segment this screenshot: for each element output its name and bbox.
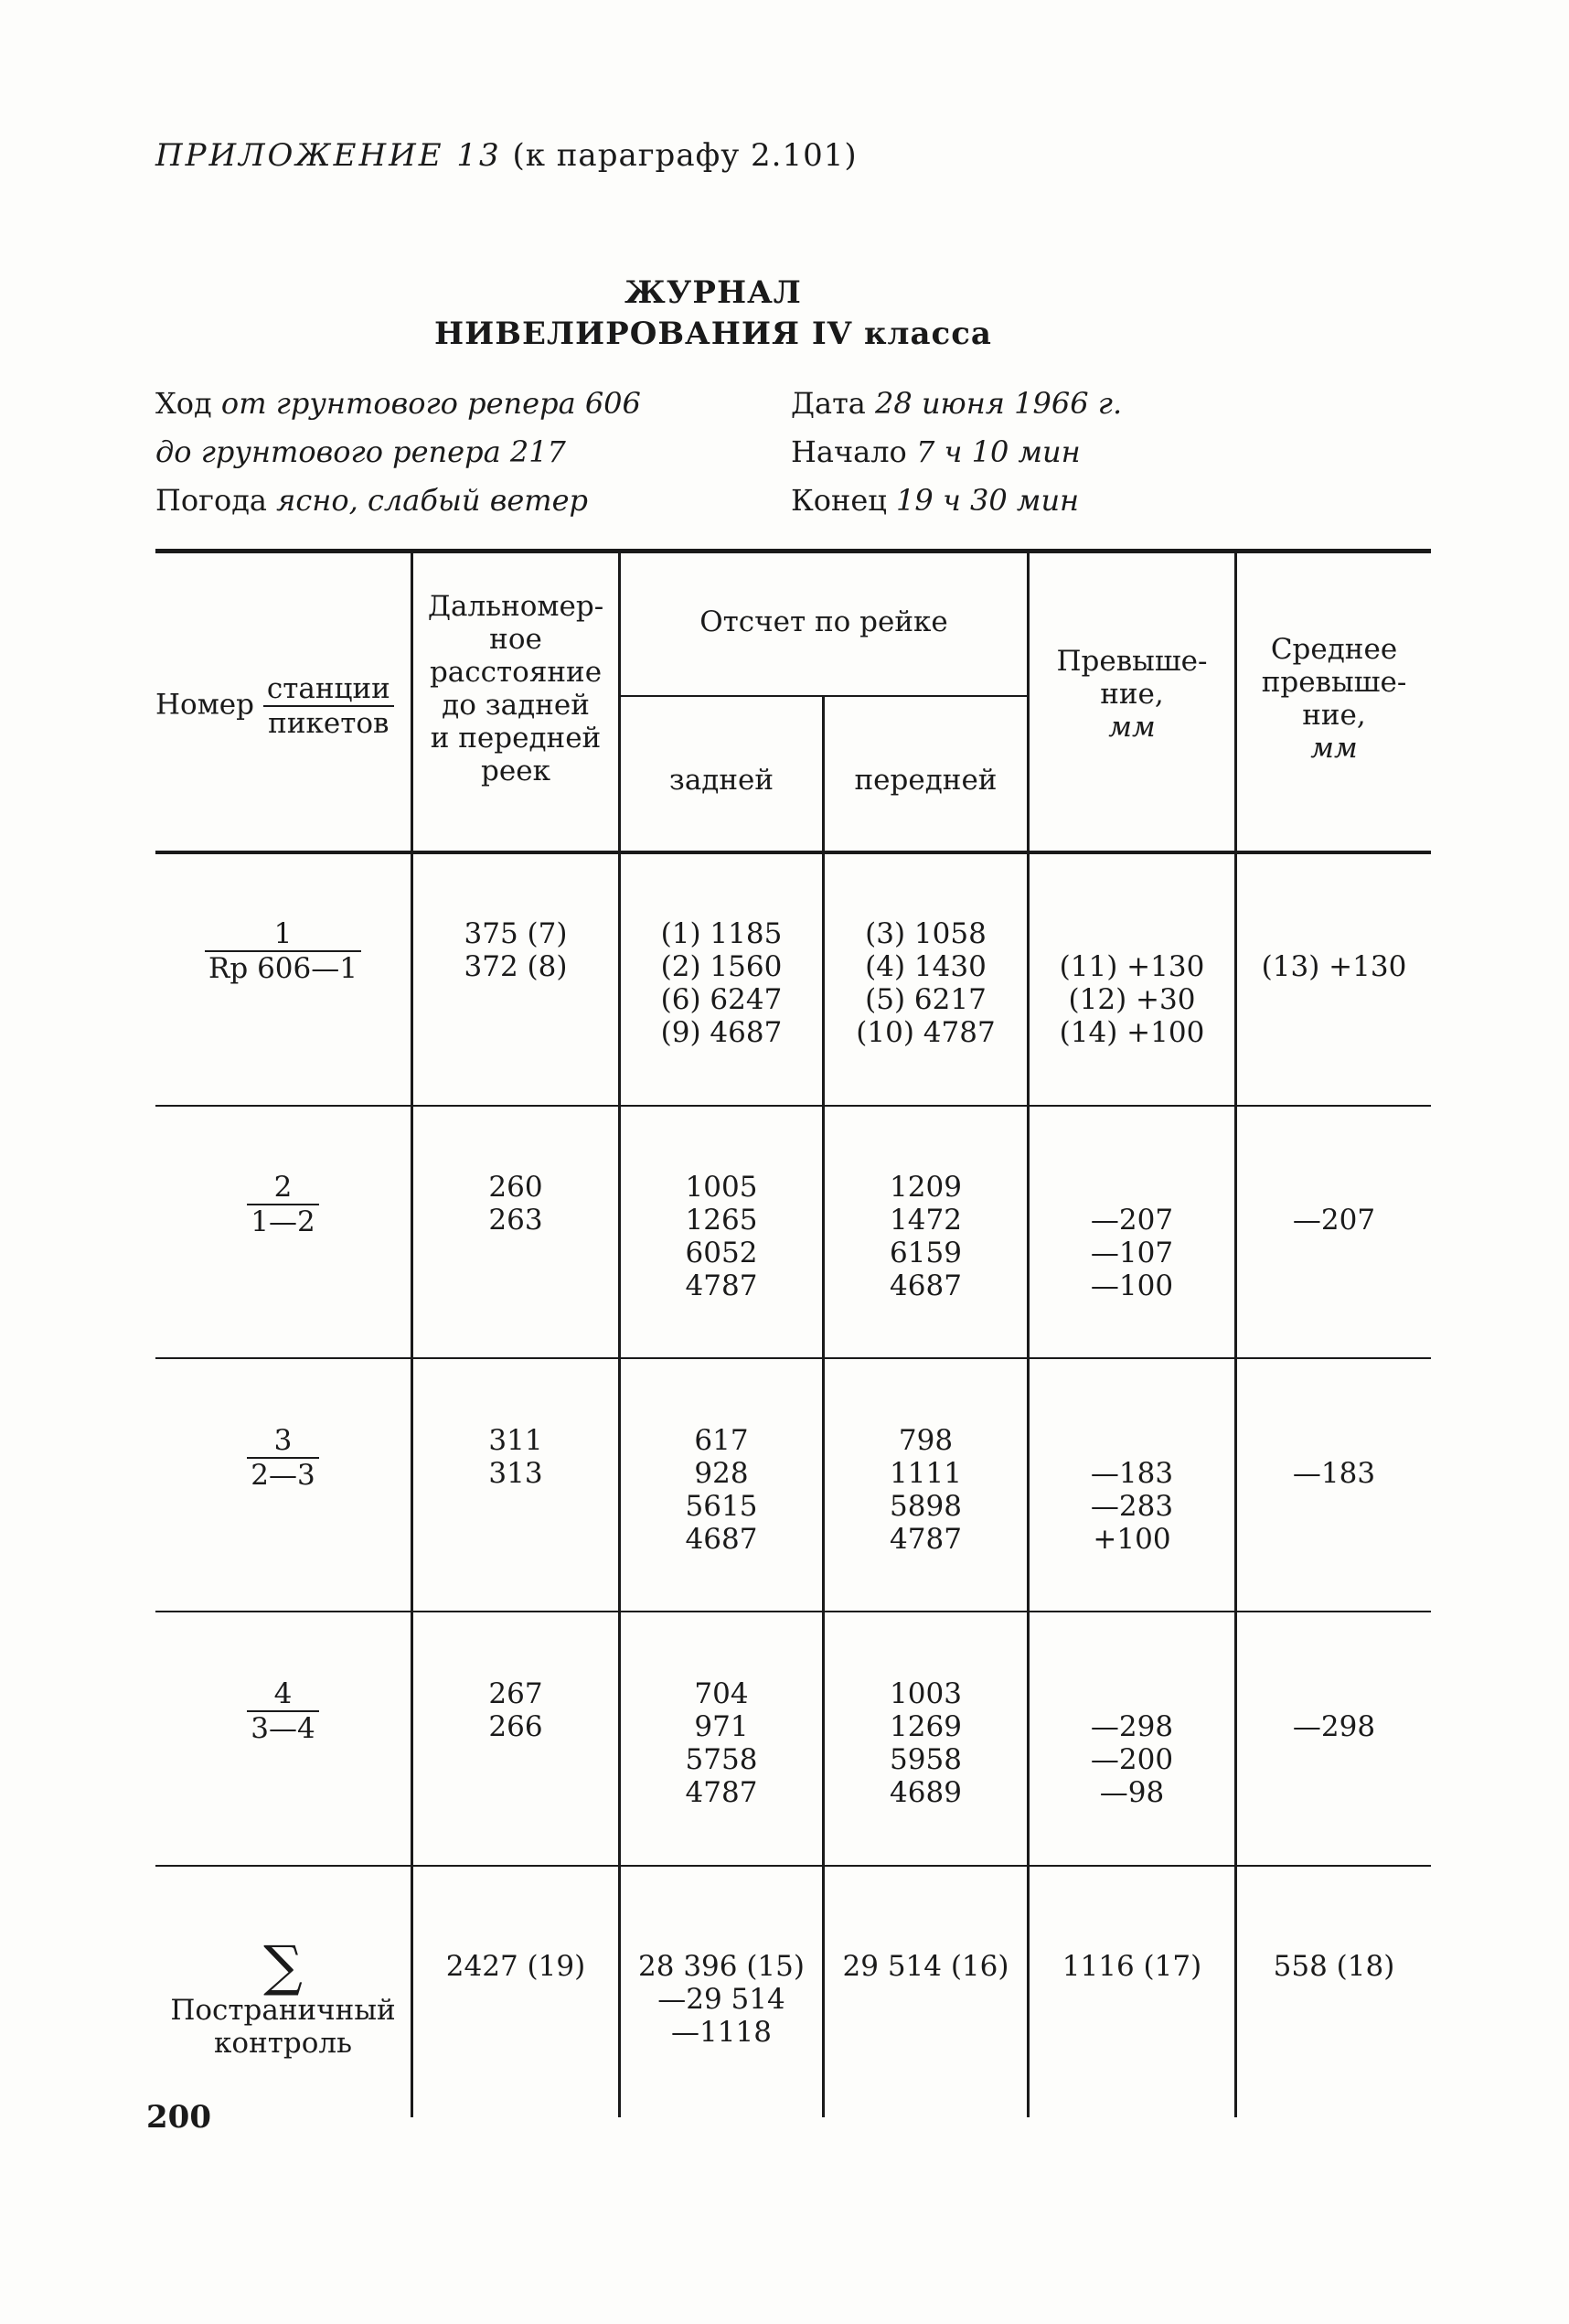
row-3-back-value: 617 [694, 1424, 749, 1457]
row-4-station [155, 1677, 411, 1745]
row-rule-4 [155, 1865, 1431, 1867]
appendix-ref: (к параграфу 2.101) [512, 137, 858, 174]
row-4-station-number: 4 [273, 1677, 293, 1710]
row-1-excess-value: (12) +30 [1068, 983, 1196, 1016]
row-2-back-value: 6052 [685, 1237, 758, 1269]
row-4-front-value: 5958 [890, 1743, 962, 1776]
row-2-front-value: 6159 [890, 1237, 962, 1269]
row-4-distance-value: 266 [488, 1710, 543, 1743]
sigma-icon: ∑ [263, 1934, 303, 1998]
row-rule-1 [155, 1105, 1431, 1107]
header-bottom-rule [155, 851, 1431, 854]
row-4-mean: —298 [1292, 1710, 1376, 1743]
weather [155, 483, 588, 518]
row-2-excess-value: —207 [1090, 1204, 1174, 1237]
header-distance-line: ное [489, 623, 542, 656]
header-excess [1030, 645, 1234, 744]
row-2-mean: —207 [1292, 1204, 1376, 1237]
summary-mean: 558 (18) [1273, 1950, 1395, 1983]
title-line-1: ЖУРНАЛ [624, 274, 802, 311]
row-3-station-fraction [247, 1424, 318, 1492]
row-1-front [825, 917, 1027, 1049]
summary-back [621, 1950, 822, 2049]
header-excess-line: ние, [1100, 678, 1164, 711]
row-2-excess-value: —107 [1090, 1237, 1174, 1269]
row-3-station-number: 3 [273, 1424, 293, 1457]
header-mean-line: превыше- [1261, 666, 1407, 699]
row-1-front-value: (10) 4787 [856, 1016, 996, 1049]
end-time [791, 483, 1079, 518]
route-value: от грунтового репера 606 [220, 386, 641, 421]
weather-label: Погода [155, 483, 267, 518]
row-2-excess [1030, 1204, 1234, 1302]
row-1-back-value: (1) 1185 [660, 917, 783, 950]
row-1-excess-value: (11) +130 [1059, 950, 1205, 983]
row-2-excess-value: —100 [1090, 1269, 1174, 1302]
summary-excess: 1116 (17) [1062, 1950, 1202, 1983]
header-mean-line: ние, [1302, 699, 1366, 732]
summary-label-line: Постраничный [170, 1994, 396, 2027]
summary-back-value: —29 514 [657, 1983, 785, 2016]
row-3-station [155, 1424, 411, 1492]
row-1-back [621, 917, 822, 1049]
header-distance-line: расстояние [429, 656, 603, 689]
appendix-label: ПРИЛОЖЕНИЕ 13 [155, 137, 502, 174]
row-3-excess-value: —183 [1090, 1457, 1174, 1490]
header-distance-line: реек [481, 755, 550, 787]
col-divider-4 [1027, 553, 1030, 2117]
row-4-excess-value: —98 [1099, 1776, 1165, 1809]
date [791, 386, 1122, 421]
row-4-front-value: 4689 [890, 1776, 962, 1809]
row-1-distance-value: 375 (7) [464, 917, 568, 950]
header-pickets: пикетов [263, 705, 394, 740]
row-2-back-value: 1265 [685, 1204, 758, 1237]
row-2-back [621, 1171, 822, 1302]
row-4-distance-value: 267 [488, 1677, 543, 1710]
row-1-back-value: (9) 4687 [660, 1016, 783, 1049]
row-3-back-value: 5615 [685, 1490, 758, 1523]
weather-value: ясно, слабый ветер [276, 483, 589, 518]
row-4-back-value: 5758 [685, 1743, 758, 1776]
row-4-excess-value: —200 [1090, 1743, 1174, 1776]
row-1-excess-value: (14) +100 [1059, 1016, 1205, 1049]
row-rule-2 [155, 1357, 1431, 1359]
end-label: Конец [791, 483, 887, 518]
row-1-front-value: (5) 6217 [865, 983, 987, 1016]
row-2-front [825, 1171, 1027, 1302]
row-1-back-value: (6) 6247 [660, 983, 783, 1016]
row-3-front-value: 5898 [890, 1490, 962, 1523]
row-2-distance [413, 1171, 618, 1237]
header-excess-line: Превыше- [1056, 645, 1208, 678]
row-2-station-number: 2 [273, 1171, 293, 1204]
header-number-label: Номер [155, 688, 255, 722]
row-4-distance [413, 1677, 618, 1743]
row-1-distance [413, 917, 618, 983]
row-4-excess-value: —298 [1090, 1710, 1174, 1743]
start-value: 7 ч 10 мин [915, 434, 1081, 469]
row-3-distance-value: 313 [488, 1457, 543, 1490]
header-back: задней [668, 764, 774, 797]
row-3-front-value: 798 [898, 1424, 954, 1457]
row-4-back [621, 1677, 822, 1809]
row-2-front-value: 1472 [890, 1204, 962, 1237]
row-3-back-value: 4687 [685, 1523, 758, 1556]
row-3-excess-value: +100 [1093, 1523, 1171, 1556]
row-1-pickets: Rp 606—1 [205, 950, 361, 985]
row-4-front-value: 1269 [890, 1710, 962, 1743]
header-distance-line: и передней [430, 722, 602, 755]
row-1-front-value: (3) 1058 [865, 917, 987, 950]
end-value: 19 ч 30 мин [896, 483, 1080, 518]
header-station-fraction [263, 672, 394, 740]
row-3-distance-value: 311 [488, 1424, 543, 1457]
route-label: Ход [155, 386, 212, 421]
row-2-pickets: 1—2 [247, 1204, 318, 1238]
header-number [155, 672, 407, 740]
col-divider-5 [1234, 553, 1237, 2117]
row-1-mean: (13) +130 [1261, 950, 1407, 983]
row-3-pickets: 2—3 [247, 1457, 318, 1492]
row-2-front-value: 4687 [890, 1269, 962, 1302]
summary-back-value: 28 396 (15) [638, 1950, 805, 1983]
row-1-station [155, 917, 411, 985]
row-4-pickets: 3—4 [247, 1710, 318, 1745]
row-1-excess [1030, 950, 1234, 1049]
row-4-station-fraction [247, 1677, 318, 1745]
row-4-back-value: 4787 [685, 1776, 758, 1809]
summary-label [155, 1934, 411, 2060]
header-mean-line: Среднее [1270, 633, 1398, 666]
header-distance [413, 590, 618, 787]
header-distance-line: Дальномер- [427, 590, 604, 623]
route-to [155, 434, 566, 469]
row-3-distance [413, 1424, 618, 1490]
row-4-back-value: 704 [694, 1677, 749, 1710]
row-3-mean: —183 [1292, 1457, 1376, 1490]
row-3-back-value: 928 [694, 1457, 749, 1490]
row-1-station-fraction [205, 917, 361, 985]
header-mean-unit: мм [1310, 732, 1358, 765]
row-2-distance-value: 260 [488, 1171, 543, 1204]
appendix-heading [155, 137, 858, 174]
row-1-back-value: (2) 1560 [660, 950, 783, 983]
route2-value: до грунтового репера 217 [155, 434, 566, 469]
row-3-back [621, 1424, 822, 1556]
route-from [155, 386, 641, 421]
row-4-back-value: 971 [694, 1710, 749, 1743]
row-rule-3 [155, 1611, 1431, 1612]
row-3-front-value: 1111 [890, 1457, 962, 1490]
summary-front: 29 514 (16) [842, 1950, 1009, 1983]
header-reading: Отсчет по рейке [699, 605, 948, 638]
summary-label-line: контроль [214, 2027, 352, 2060]
row-3-front-value: 4787 [890, 1523, 962, 1556]
summary-back-value: —1118 [671, 2016, 772, 2049]
row-2-station-fraction [247, 1171, 318, 1238]
row-3-front [825, 1424, 1027, 1556]
header-stations: станции [266, 672, 390, 705]
row-3-excess [1030, 1457, 1234, 1556]
row-4-front-value: 1003 [890, 1677, 962, 1710]
date-label: Дата [791, 386, 866, 421]
header-excess-unit: мм [1108, 711, 1156, 744]
row-1-front-value: (4) 1430 [865, 950, 987, 983]
row-1-distance-value: 372 (8) [464, 950, 568, 983]
row-2-distance-value: 263 [488, 1204, 543, 1237]
start-label: Начало [791, 434, 907, 469]
header-mean [1237, 633, 1431, 765]
row-2-front-value: 1209 [890, 1171, 962, 1204]
row-1-station-number: 1 [273, 917, 293, 950]
row-3-excess-value: —283 [1090, 1490, 1174, 1523]
row-4-excess [1030, 1710, 1234, 1809]
page-number: 200 [146, 2099, 211, 2136]
row-2-back-value: 1005 [685, 1171, 758, 1204]
title-line-2: НИВЕЛИРОВАНИЯ IV класса [434, 316, 992, 352]
summary-distance: 2427 (19) [445, 1950, 586, 1983]
header-distance-line: до задней [442, 689, 590, 722]
table-top-rule [155, 549, 1431, 553]
row-4-front [825, 1677, 1027, 1809]
header-front: передней [854, 764, 998, 797]
date-value: 28 июня 1966 г. [875, 386, 1123, 421]
col-divider-1 [411, 553, 413, 2117]
row-2-back-value: 4787 [685, 1269, 758, 1302]
start-time [791, 434, 1081, 469]
row-2-station [155, 1171, 411, 1238]
